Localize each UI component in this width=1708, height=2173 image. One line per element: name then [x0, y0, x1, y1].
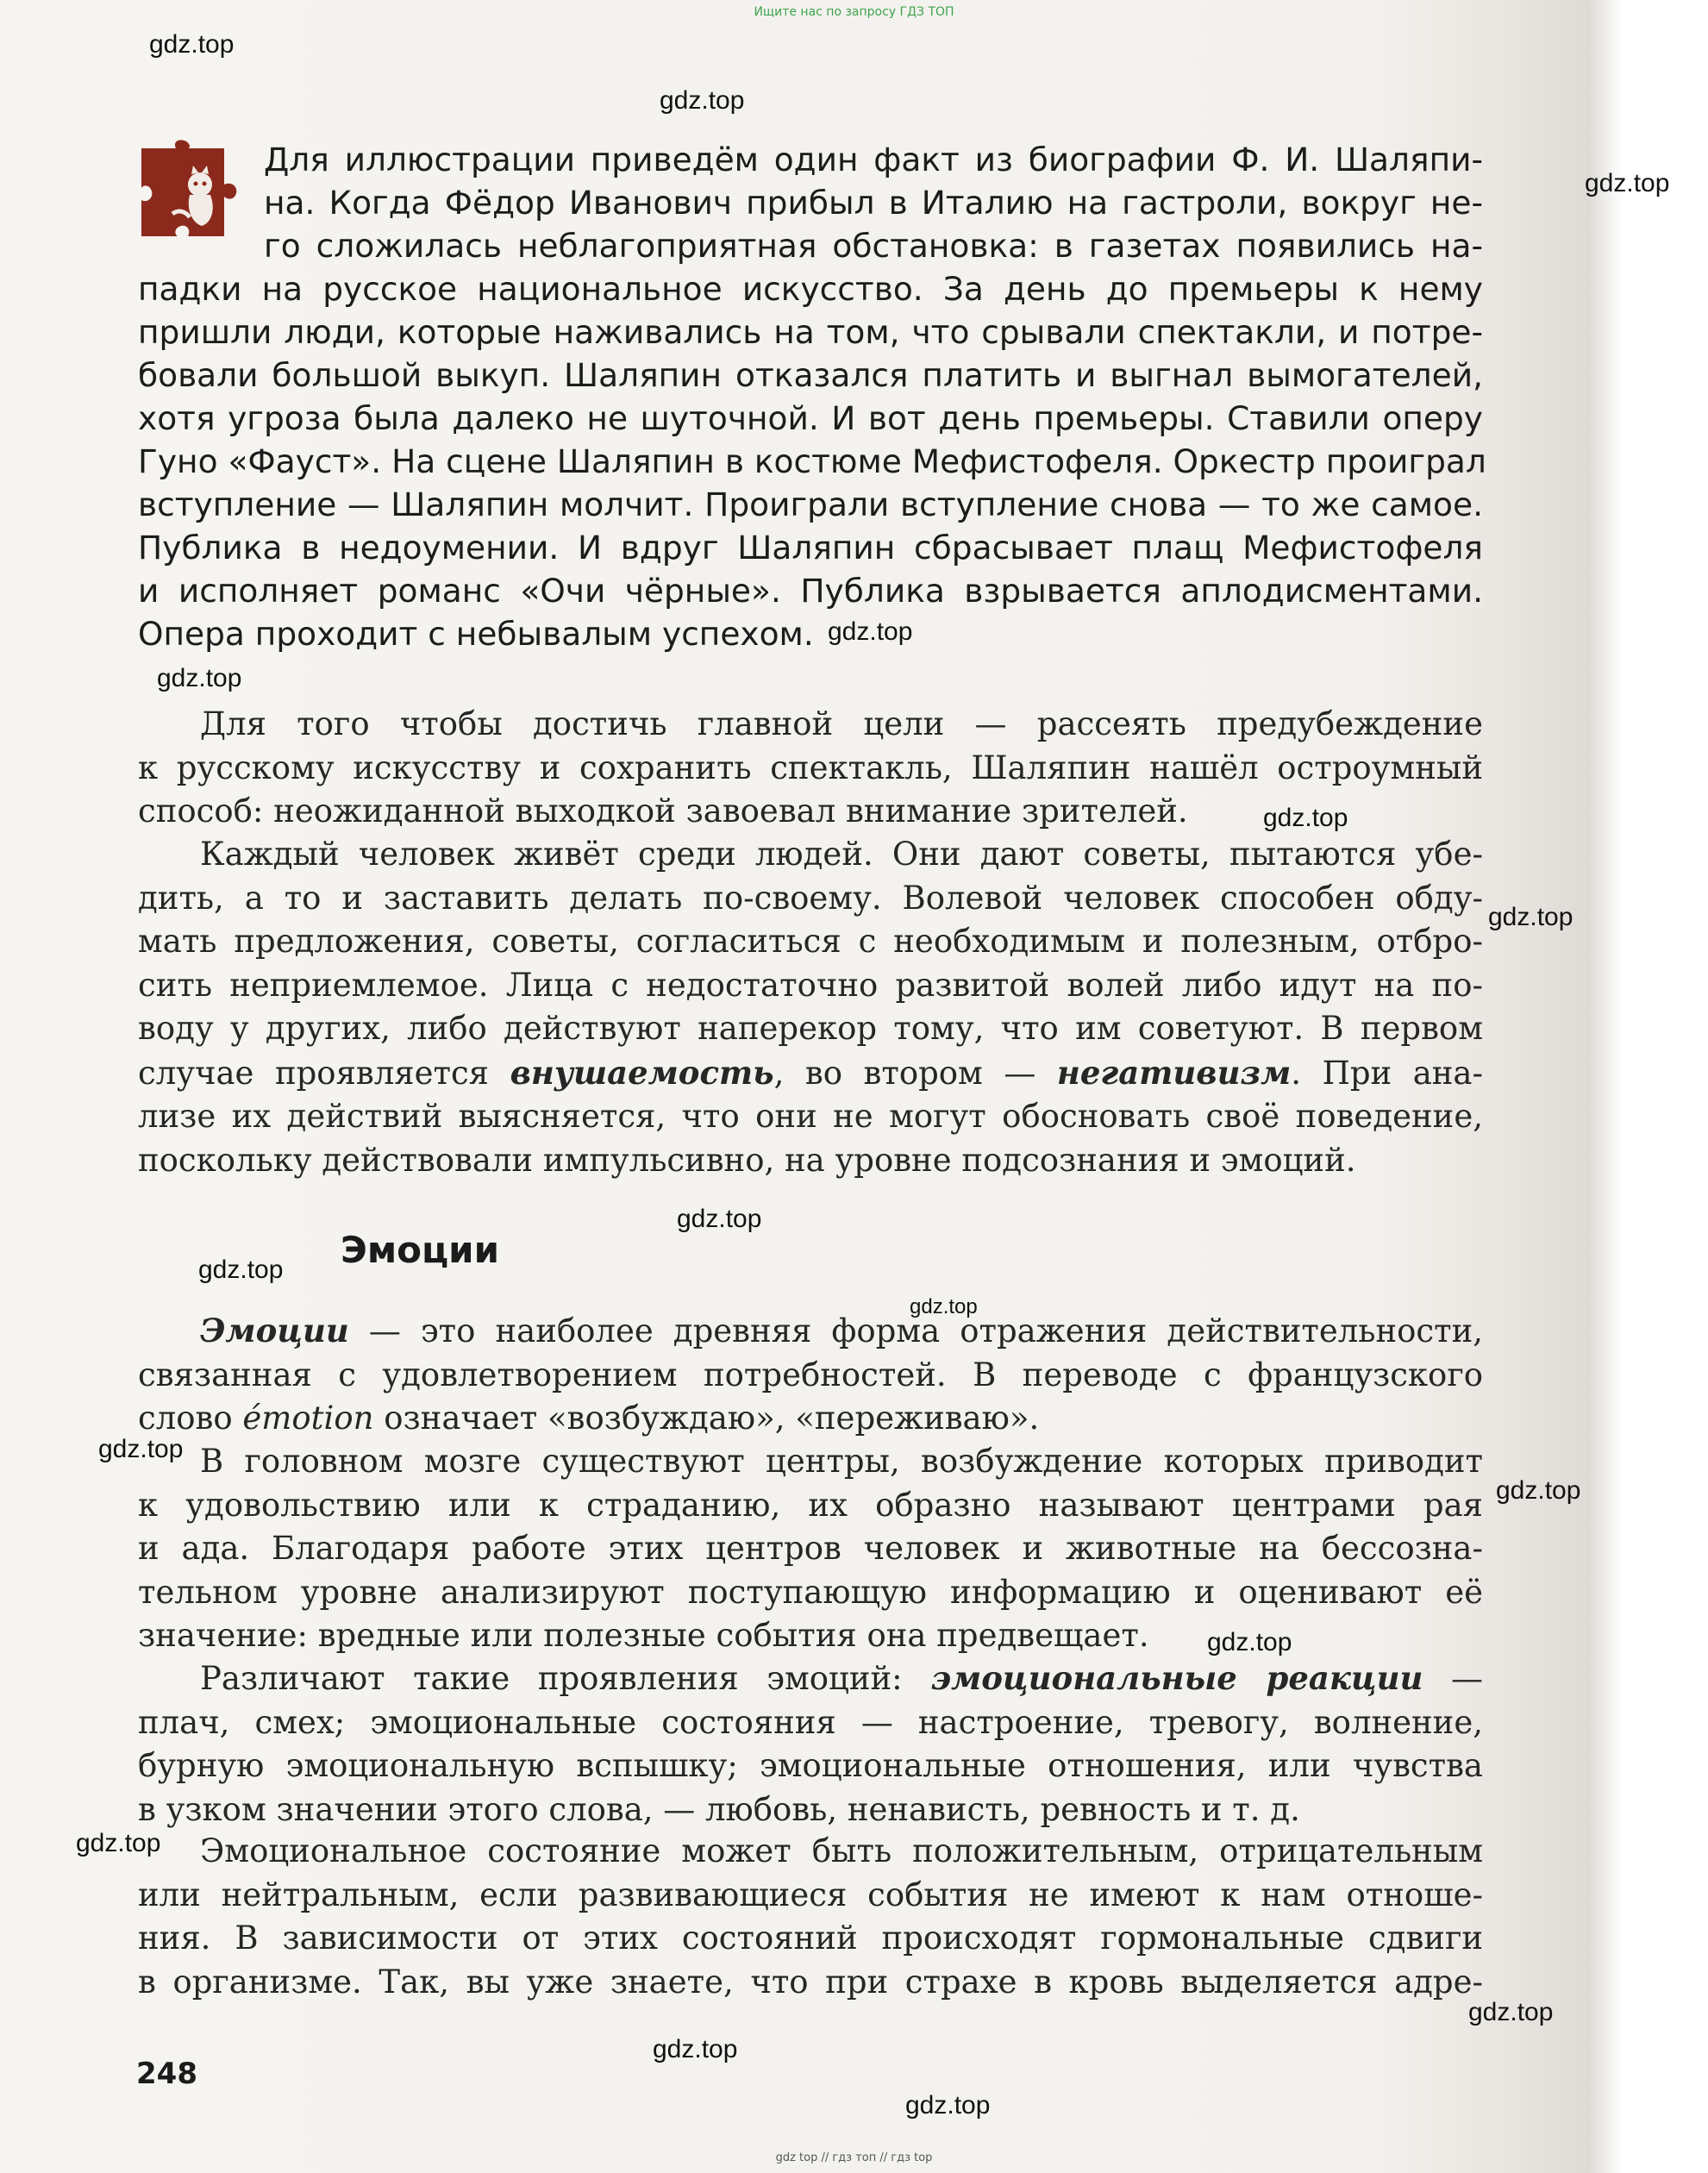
- text-line: значение: вредные или полезные события она предвещает.: [138, 1617, 1149, 1654]
- story-line: Публика в недоумении. И вдруг Шаляпин сбрасывает плащ Мефистофеля: [138, 529, 1483, 567]
- page-number: 248: [136, 2057, 197, 2091]
- story-line: падки на русское национальное искусство. За день до премьеры к нему: [138, 270, 1483, 308]
- text-line: [138, 1309, 1483, 1354]
- text-line: в организме. Так, вы уже знаете, что при страхе в кровь выделяется адре-: [138, 1963, 1483, 2001]
- text-line: воду у других, либо действуют наперекор тому, что им советуют. В первом: [138, 1010, 1483, 1047]
- text-line: способ: неожиданной выходкой завоевал внимание зрителей.: [138, 792, 1188, 830]
- story-line: бовали большой выкуп. Шаляпин отказался платить и выгнал вымогателей,: [138, 356, 1483, 394]
- text-line: ния. В зависимости от этих состояний происходят гормональные сдвиги: [138, 1919, 1483, 1957]
- watermark: gdz.top: [76, 1829, 161, 1857]
- text-fragment: слово: [138, 1400, 243, 1437]
- watermark: gdz.top: [149, 30, 235, 59]
- text-line: [138, 1656, 1483, 1701]
- story-line: и исполняет романс «Очи чёрные». Публика взрывается аплодисментами.: [138, 572, 1483, 610]
- text-line: плач, смех; эмоциональные состояния — настроение, тревогу, волнение,: [138, 1703, 1483, 1741]
- text-line: Эмоциональное состояние может быть положительным, отрицательным: [200, 1832, 1483, 1869]
- paragraph-3: [138, 1309, 1483, 1441]
- text-line: Каждый человек живёт среди людей. Они дают советы, пытаются убе-: [200, 836, 1483, 873]
- watermark: gdz.top: [660, 86, 745, 115]
- story-line: вступление — Шаляпин молчит. Проиграли вступление снова — то же самое.: [138, 485, 1483, 523]
- term-suggestibility: внушаемость: [510, 1053, 774, 1092]
- text-line: Для того чтобы достичь главной цели — рассеять предубеждение: [200, 705, 1483, 742]
- text-fragment: Различают такие проявления эмоций:: [200, 1660, 931, 1697]
- story-line: Для иллюстрации приведём один факт из биографии Ф. И. Шаляпи-: [264, 141, 1483, 178]
- watermark: gdz.top: [157, 664, 242, 692]
- text-line: В головном мозге существуют центры, возбуждение которых приводит: [200, 1443, 1483, 1480]
- watermark: gdz.top: [828, 617, 913, 646]
- story-line: Гуно «Фауст». На сцене Шаляпин в костюме Мефистофеля. Оркестр проиграл: [138, 442, 1486, 480]
- foreign-word: émotion: [242, 1400, 374, 1437]
- paragraph-4: [138, 1440, 1483, 1658]
- watermark: gdz.top: [677, 1205, 762, 1233]
- text-line: мать предложения, советы, согласиться с необходимым и полезным, отбро-: [138, 923, 1483, 960]
- term-emotions: Эмоции: [200, 1312, 349, 1350]
- text-line: дить, а то и заставить делать по-своему. Волевой человек способен обду-: [138, 879, 1483, 917]
- story-block: [138, 138, 1486, 655]
- watermark: gdz.top: [1468, 1998, 1554, 2026]
- story-line: на. Когда Фёдор Иванович прибыл в Италию на гастроли, вокруг не-: [264, 184, 1483, 222]
- paragraph-6: [138, 1830, 1483, 2004]
- text-line: сить неприемлемое. Лица с недостаточно развитой волей либо идут на по-: [138, 966, 1483, 1004]
- story-line: го сложилась неблагоприятная обстановка: в газетах появились на-: [264, 227, 1483, 265]
- paragraph-2: [138, 833, 1483, 1182]
- watermark: gdz.top: [198, 1256, 284, 1284]
- text-fragment: означает «возбуждаю», «переживаю».: [373, 1400, 1040, 1437]
- paragraph-5: [138, 1656, 1483, 1832]
- text-line: или нейтральным, если развивающиеся события не имеют к нам отноше-: [138, 1876, 1483, 1913]
- top-banner: Ищите нас по запросу ГДЗ ТОП: [754, 5, 954, 19]
- bottom-banner: gdz top // гдз топ // гдз top: [775, 2151, 933, 2164]
- text-line: [138, 1397, 1483, 1441]
- story-line: пришли люди, которые наживались на том, что срывали спектакли, и потре-: [138, 313, 1483, 351]
- text-line: поскольку действовали импульсивно, на уровне подсознания и эмоций.: [138, 1141, 1356, 1179]
- text-fragment: — это наиболее древняя форма отражения действительности,: [348, 1312, 1483, 1350]
- text-fragment: , во втором —: [773, 1054, 1057, 1092]
- watermark: gdz.top: [1585, 169, 1670, 197]
- term-negativism: негативизм: [1056, 1053, 1292, 1092]
- watermark: gdz.top: [1488, 903, 1573, 931]
- text-line: тельном уровне анализируют поступающую информацию и оценивают её: [138, 1573, 1483, 1611]
- text-line: в узком значении этого слова, — любовь, ненависть, ревность и т. д.: [138, 1790, 1300, 1828]
- text-line: [138, 1051, 1483, 1096]
- section-title: Эмоции: [341, 1229, 499, 1271]
- text-line: бурную эмоциональную вспышку; эмоциональные отношения, или чувства: [138, 1747, 1483, 1784]
- text-fragment: . При ана-: [1291, 1054, 1483, 1092]
- watermark: gdz.top: [905, 2091, 991, 2120]
- story-line: Опера проходит с небывалым успехом.: [138, 615, 814, 653]
- term-emotional-reactions: эмоциональные реакции: [930, 1659, 1423, 1697]
- text-line: к русскому искусству и сохранить спектакль, Шаляпин нашёл остроумный: [138, 748, 1483, 786]
- text-line: к удовольствию или к страданию, их образно называют центрами рая: [138, 1486, 1483, 1524]
- watermark: gdz.top: [653, 2035, 738, 2063]
- watermark: gdz.top: [1263, 804, 1348, 832]
- watermark: gdz.top: [98, 1435, 184, 1463]
- story-line: хотя угроза была далеко не шуточной. И вот день премьеры. Ставили оперу: [138, 399, 1483, 437]
- text-line: связанная с удовлетворением потребностей. В переводе с французского: [138, 1356, 1483, 1393]
- text-fragment: —: [1423, 1660, 1483, 1697]
- watermark: gdz.top: [910, 1295, 978, 1318]
- text-line: и ада. Благодаря работе этих центров человек и животные на бессозна-: [138, 1530, 1483, 1567]
- text-fragment: случае проявляется: [138, 1054, 510, 1092]
- watermark: gdz.top: [1207, 1628, 1292, 1656]
- watermark: gdz.top: [1496, 1476, 1581, 1505]
- text-line: лизе их действий выясняется, что они не могут обосновать своё поведение,: [138, 1098, 1483, 1135]
